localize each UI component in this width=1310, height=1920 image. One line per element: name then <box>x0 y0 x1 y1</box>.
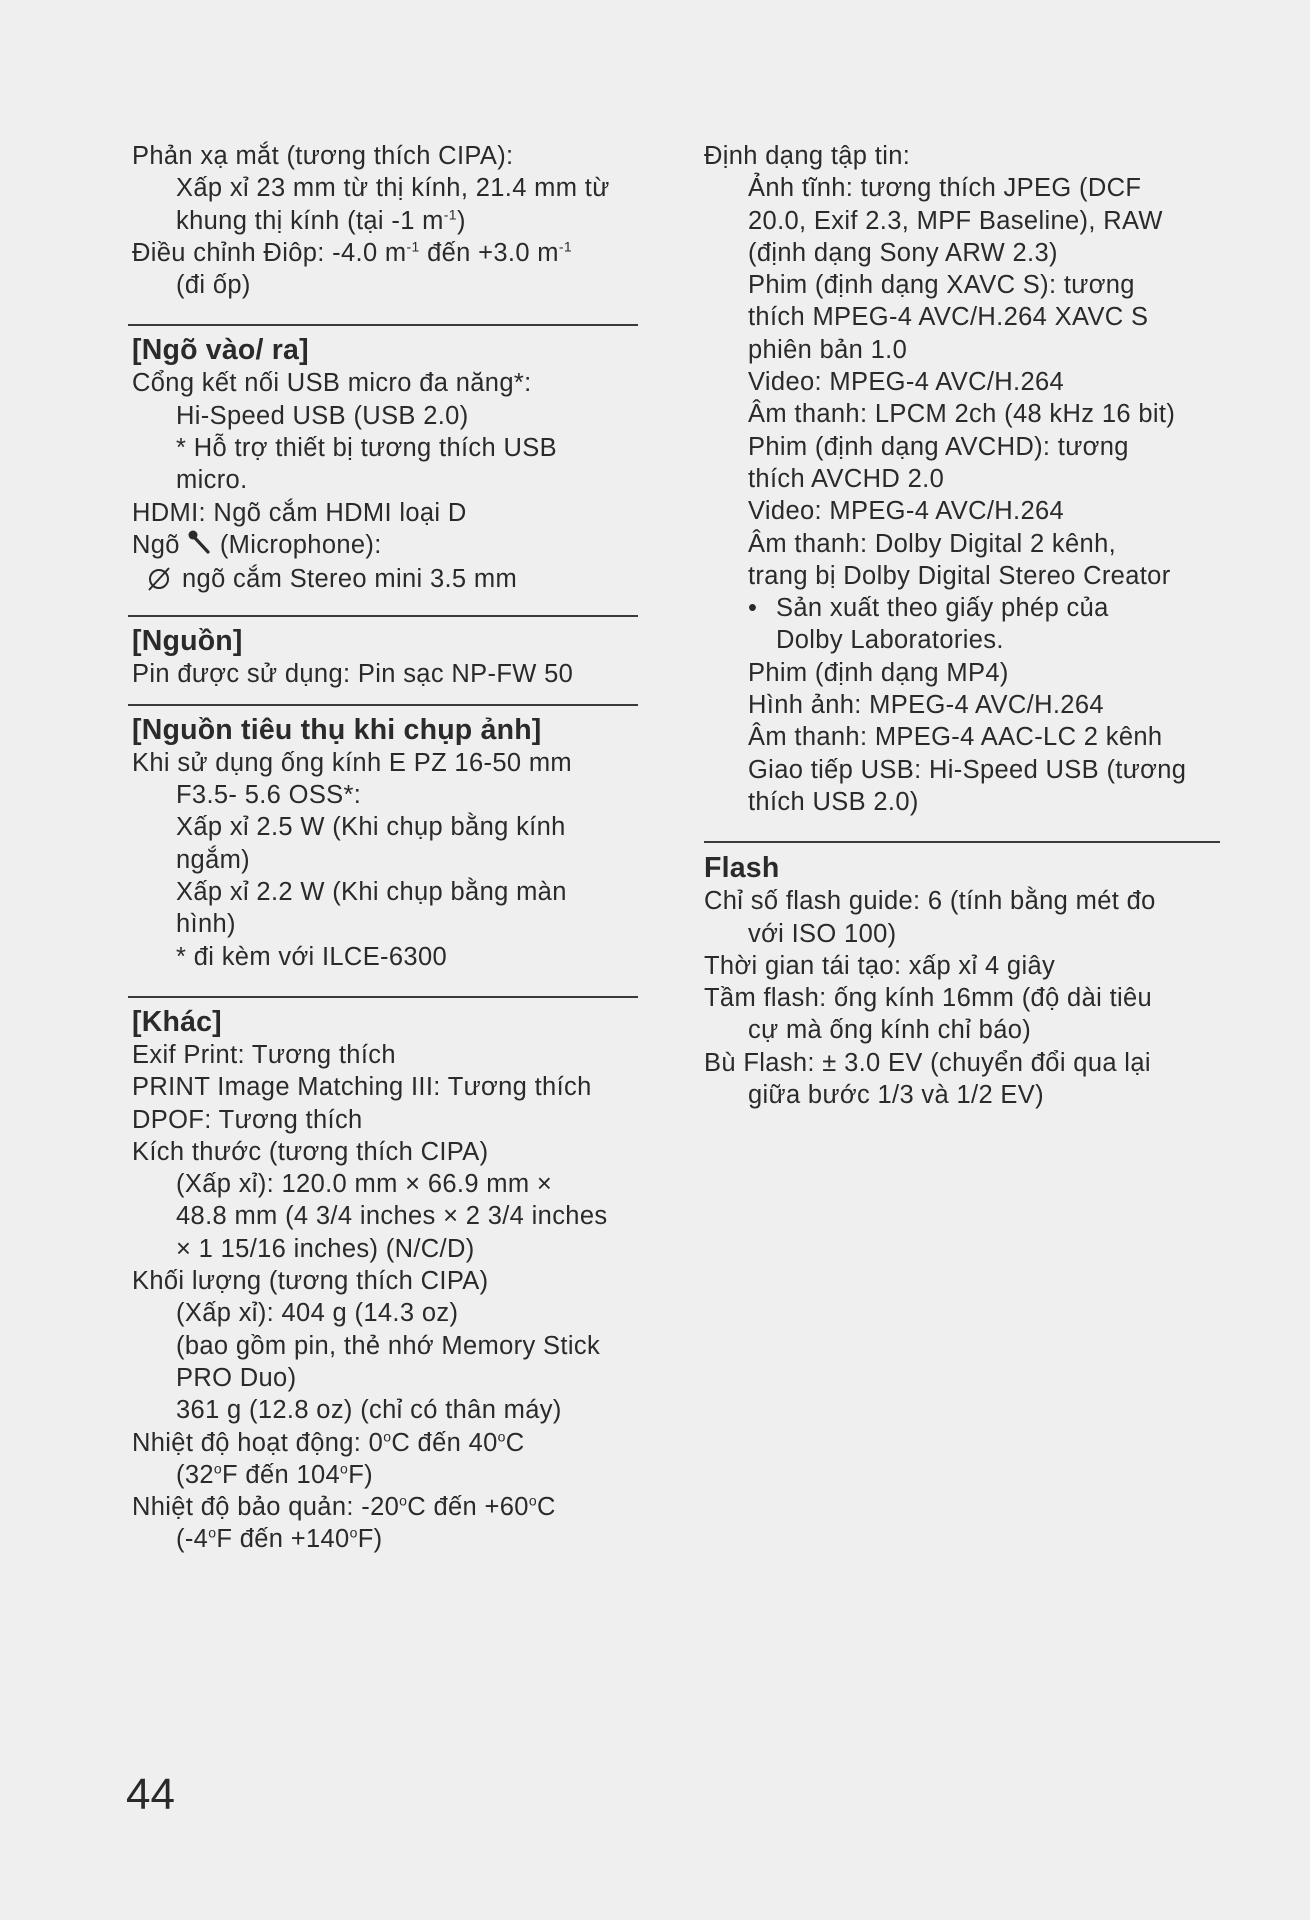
text-line: (-4$^o$F đến $+140^oF$) <box>176 1524 383 1554</box>
power-section <box>132 624 642 690</box>
eye-section <box>132 140 642 301</box>
section-divider <box>128 615 638 617</box>
text-line: Giao tiếp USB: Hi-Speed USB (tương <box>748 755 1187 784</box>
text-line: Ngõ (Microphone): <box>132 529 642 563</box>
section-heading: [Nguồn tiêu thụ khi chụp ảnh] <box>132 713 542 746</box>
text-line: thích USB 2.0) <box>748 787 919 816</box>
right-column <box>704 140 1224 1111</box>
bullet-icon: • <box>748 594 758 623</box>
text-line: * đi kèm với ILCE-6300 <box>176 942 448 971</box>
consumption-section <box>132 713 642 973</box>
text-line: Chỉ số flash guide: 6 (tính bằng mét đo <box>704 887 1156 916</box>
text-line: ngắm) <box>176 845 251 874</box>
text-line: DPOF: Tương thích <box>132 1105 363 1134</box>
text-line: Khi sử dụng ống kính E PZ 16-50 mm <box>132 748 573 777</box>
text-line: Nhiệt độ bảo quản: -20$^o$C đến $+60^oC$ <box>132 1492 556 1522</box>
flash-section <box>704 851 1224 1111</box>
text-line: ngõ cắm Stereo mini 3.5 mm <box>132 563 642 600</box>
text-line: F3.5- 5.6 OSS*: <box>176 781 362 810</box>
bullet-line: • Sản xuất theo giấy phép của <box>704 592 1224 624</box>
text-line: Video: MPEG-4 AVC/H.264 <box>748 368 1065 397</box>
section-divider <box>128 996 638 998</box>
other-section <box>132 1005 642 1556</box>
text-line: Thời gian tái tạo: xấp xỉ 4 giây <box>704 951 1056 980</box>
text-line: Pin được sử dụng: Pin sạc NP-FW 50 <box>132 659 574 688</box>
text-line: Định dạng tập tin: <box>704 142 911 170</box>
section-heading: Flash <box>704 852 780 885</box>
text-line: phiên bản 1.0 <box>748 335 908 364</box>
text-line: với ISO 100) <box>748 919 897 948</box>
section-divider <box>128 704 638 706</box>
section-heading: [Nguồn] <box>132 624 243 657</box>
text-line: Hi-Speed USB (USB 2.0) <box>176 401 469 430</box>
text-line: Dolby Laboratories. <box>776 626 1004 655</box>
text-line: (định dạng Sony ARW 2.3) <box>748 238 1058 267</box>
text-line: thích AVCHD 2.0 <box>748 464 945 493</box>
text-line: Kích thước (tương thích CIPA) <box>132 1137 489 1166</box>
text-line: Cổng kết nối USB micro đa năng*: <box>132 369 532 398</box>
text-line: PRO Duo) <box>176 1363 297 1392</box>
text-line: Video: MPEG-4 AVC/H.264 <box>748 497 1065 526</box>
text-line: cự mà ống kính chỉ báo) <box>748 1016 1032 1045</box>
text-line: Exif Print: Tương thích <box>132 1040 396 1069</box>
text-line: Phim (định dạng AVCHD): tương <box>748 432 1129 461</box>
text-line: PRINT Image Matching III: Tương thích <box>132 1073 592 1102</box>
text-line: (Xấp xỉ): 404 g (14.3 oz) <box>176 1299 459 1328</box>
left-column <box>132 140 642 1556</box>
text-line: Xấp xỉ 2.2 W (Khi chụp bằng màn <box>176 878 567 907</box>
text-line: × 1 15/16 inches) (N/C/D) <box>176 1234 475 1263</box>
text-line: micro. <box>176 466 248 495</box>
text-line: trang bị Dolby Digital Stereo Creator <box>748 561 1171 590</box>
text-line: Hình ảnh: MPEG-4 AVC/H.264 <box>748 691 1104 720</box>
page-number: 44 <box>126 1770 175 1819</box>
text-line: * Hỗ trợ thiết bị tương thích USB <box>176 434 557 463</box>
text-line: (32$^o$F đến 104$^o$F) <box>176 1460 373 1489</box>
text-line: 361 g (12.8 oz) (chỉ có thân máy) <box>176 1396 562 1425</box>
io-section <box>132 333 642 600</box>
text-line: Âm thanh: Dolby Digital 2 kênh, <box>748 529 1117 558</box>
text-line: 20.0, Exif 2.3, MPF Baseline), RAW <box>748 206 1163 235</box>
text-line: Ảnh tĩnh: tương thích JPEG (DCF <box>748 174 1142 203</box>
text-line: Phim (định dạng XAVC S): tương <box>748 271 1135 300</box>
text-line: Âm thanh: MPEG-4 AAC-LC 2 kênh <box>748 723 1163 752</box>
text-line: Âm thanh: LPCM 2ch (48 kHz 16 bit) <box>748 400 1176 429</box>
text-line: Điều chỉnh Điôp: -4.0 $m^{-1}$ đến +3.0 $m^{-1}$ <box>132 238 573 267</box>
text-line: hình) <box>176 910 236 939</box>
text-line: (Xấp xỉ): 120.0 mm × 66.9 mm × <box>176 1170 553 1199</box>
text-line: (đi ốp) <box>176 271 251 300</box>
format-section <box>704 140 1224 818</box>
text-line: HDMI: Ngõ cắm HDMI loại D <box>132 498 467 527</box>
diameter-icon <box>146 566 172 600</box>
section-heading: [Khác] <box>132 1005 222 1038</box>
text-line: Bù Flash: ± 3.0 EV (chuyển đổi qua lại <box>704 1048 1151 1077</box>
section-heading: [Ngõ vào/ ra] <box>132 334 309 367</box>
text-line: Phim (định dạng MP4) <box>748 658 1009 687</box>
text-line: Xấp xỉ 2.5 W (Khi chụp bằng kính <box>176 813 566 842</box>
text-line: Xấp xỉ 23 mm từ thị kính, 21.4 mm từ <box>176 174 610 203</box>
text-line: Tầm flash: ống kính 16mm (độ dài tiêu <box>704 984 1153 1013</box>
text-line: Nhiệt độ hoạt động: 0$^o$C đến 40$^o$C <box>132 1428 525 1457</box>
microphone-icon <box>186 529 216 563</box>
text-line: Phản xạ mắt (tương thích CIPA): <box>132 142 514 170</box>
text-line: Khối lượng (tương thích CIPA) <box>132 1267 489 1296</box>
text-line: 48.8 mm (4 3/4 inches × 2 3/4 inches <box>176 1202 608 1231</box>
section-divider <box>704 841 1220 843</box>
text-line: thích MPEG-4 AVC/H.264 XAVC S <box>748 303 1149 332</box>
section-divider <box>128 324 638 326</box>
text-line: khung thị kính (tại -1 $m^{-1}$) <box>176 206 466 235</box>
text-line: giữa bước 1/3 và 1/2 EV) <box>748 1081 1044 1110</box>
text-line: (bao gồm pin, thẻ nhớ Memory Stick <box>176 1331 601 1360</box>
